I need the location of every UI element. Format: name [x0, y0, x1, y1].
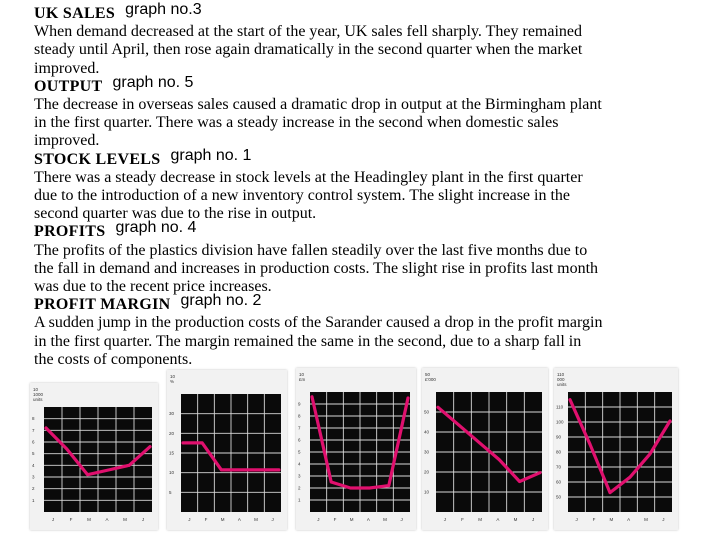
graph-reference: graph no. 1: [170, 146, 252, 164]
section-heading-line: [34, 1, 714, 23]
paragraph-line: The profits of the plastics division have fallen steadily over the last five months due to: [34, 241, 588, 259]
x-tick-label: F: [592, 517, 596, 522]
data-point: [477, 441, 480, 444]
x-tick-label: A: [496, 517, 500, 522]
data-point: [669, 420, 672, 423]
y-tick-label: 1: [32, 497, 35, 503]
data-point: [589, 443, 592, 446]
x-tick-label: M: [513, 517, 518, 522]
x-tick-label: M: [644, 517, 648, 522]
section-heading-line: [34, 219, 714, 241]
y-tick-label: 2: [32, 486, 35, 492]
data-point: [609, 491, 612, 494]
y-tick-label: 60: [556, 479, 562, 485]
x-tick-label: M: [123, 517, 127, 522]
data-point: [107, 469, 110, 472]
paragraph-line: The decrease in overseas sales caused a dramatic drop in output at the Birmingham plant: [34, 96, 602, 114]
section-uk-sales: [34, 1, 714, 78]
x-tick-label: F: [333, 517, 337, 522]
axis-unit-label: £'000: [425, 377, 436, 382]
axis-unit-label: 1000: [33, 392, 44, 397]
y-tick-label: 7: [298, 425, 301, 431]
data-point: [182, 441, 185, 444]
y-tick-label: 8: [298, 413, 301, 419]
x-tick-label: J: [317, 517, 320, 522]
paragraph-line: improved.: [34, 59, 100, 77]
x-tick-label: F: [204, 517, 208, 522]
axis-unit-label: 110: [557, 372, 565, 377]
plot-area: [44, 407, 152, 512]
data-point: [498, 458, 501, 461]
x-tick-label: J: [141, 517, 145, 522]
x-tick-label: J: [51, 517, 55, 522]
y-tick-label: 10: [169, 470, 175, 476]
x-tick-label: M: [349, 517, 354, 522]
y-tick-label: 2: [298, 485, 301, 491]
section-stock-levels: [34, 146, 714, 224]
x-tick-label: J: [188, 517, 191, 522]
y-tick-label: 6: [32, 439, 35, 445]
x-tick-label: A: [627, 517, 631, 522]
paragraph-line: in the first quarter. There was a steady increase in the second when domestic sales: [34, 114, 559, 132]
data-point: [437, 406, 440, 409]
section-output: [34, 73, 714, 151]
section-heading-line: [34, 292, 714, 314]
data-point: [45, 427, 48, 430]
x-tick-label: M: [478, 517, 483, 522]
y-tick-label: 5: [32, 451, 35, 457]
line-graph: [296, 368, 416, 530]
plot-area: [568, 392, 672, 512]
x-tick-label: M: [220, 517, 225, 522]
y-tick-label: 20: [424, 469, 430, 475]
section-heading-line: [34, 146, 714, 169]
y-tick-label: 9: [298, 401, 301, 407]
x-tick-label: A: [237, 517, 241, 522]
y-tick-label: 8: [32, 416, 35, 422]
data-point: [258, 468, 261, 471]
axis-unit-label: units: [33, 397, 43, 402]
y-tick-label: 30: [169, 411, 175, 417]
y-tick-label: 3: [32, 474, 35, 480]
y-tick-label: 90: [556, 434, 562, 440]
y-tick-label: 3: [298, 473, 301, 479]
graph-panel: [167, 370, 287, 530]
data-point: [368, 487, 371, 490]
x-tick-label: J: [400, 517, 403, 522]
data-point: [65, 448, 68, 451]
x-tick-label: J: [532, 517, 535, 522]
section-heading-line: [34, 73, 714, 96]
graph-panel: [554, 368, 678, 530]
y-tick-label: 20: [169, 430, 175, 436]
x-tick-label: M: [383, 517, 387, 522]
x-tick-label: J: [662, 517, 665, 522]
axis-unit-label: £m: [299, 377, 306, 382]
x-tick-label: M: [609, 517, 614, 522]
data-point: [330, 481, 333, 484]
axis-unit-label: 10: [33, 387, 39, 392]
plot-area: [436, 392, 542, 512]
data-point: [149, 445, 152, 448]
y-tick-label: 80: [556, 449, 562, 455]
x-tick-label: A: [105, 517, 109, 522]
data-point: [518, 480, 521, 483]
plot-area: [181, 394, 281, 512]
y-tick-label: 40: [424, 429, 430, 435]
axis-unit-label: 10: [299, 372, 305, 377]
section-heading: STOCK LEVELS: [34, 150, 161, 168]
data-point: [387, 484, 390, 487]
x-tick-label: A: [366, 517, 370, 522]
series-line: [570, 400, 670, 493]
paragraph-line: When demand decreased at the start of the year, UK sales fell sharply. They remained: [34, 23, 583, 41]
paragraph-line: second quarter was due to the rise in output.: [34, 205, 317, 223]
y-tick-label: 100: [556, 419, 564, 425]
data-point: [128, 464, 131, 467]
y-tick-label: 5: [298, 449, 301, 455]
x-tick-label: F: [69, 517, 73, 522]
section-profits: [34, 219, 714, 296]
paragraph-line: the costs of components.: [34, 350, 193, 368]
section-heading: UK SALES: [34, 5, 116, 22]
line-graph: [422, 368, 548, 530]
y-tick-label: 70: [556, 464, 562, 470]
data-point: [539, 471, 542, 474]
x-tick-label: J: [575, 517, 578, 522]
graph-reference: graph no. 5: [112, 73, 194, 91]
x-tick-label: J: [443, 517, 446, 522]
data-point: [86, 473, 89, 476]
y-tick-label: 4: [32, 462, 35, 468]
data-point: [457, 423, 460, 426]
paragraph-line: in the first quarter. The margin remained the same in the second, due to a sharp fall in: [34, 332, 582, 350]
y-tick-label: 50: [424, 409, 430, 415]
y-tick-label: 4: [298, 461, 301, 467]
paragraph-line: was due to the recent price increases.: [34, 278, 272, 296]
axis-unit-label: 50: [425, 372, 431, 377]
y-tick-label: 50: [556, 494, 562, 500]
data-point: [649, 453, 652, 456]
section-profit-margin: [34, 292, 714, 369]
series-line: [438, 407, 540, 481]
series-line: [183, 443, 279, 470]
y-tick-label: 7: [32, 427, 35, 433]
line-graph: [30, 383, 158, 530]
graph-reference: graph no. 2: [180, 292, 262, 310]
axis-unit-label: 10: [170, 374, 176, 379]
paragraph-line: due to the introduction of a new inventory control system. The slight increase in the: [34, 187, 571, 205]
paragraph-line: A sudden jump in the production costs of the Sarander caused a drop in the profit margin: [34, 314, 603, 332]
series-line: [46, 428, 150, 475]
section-heading: PROFIT MARGIN: [34, 296, 171, 314]
data-point: [239, 468, 242, 471]
paragraph-line: There was a steady decrease in stock levels at the Headingley plant in the first quarter: [34, 168, 583, 186]
graph-panel: [296, 368, 416, 530]
data-point: [311, 395, 314, 398]
data-point: [407, 397, 410, 400]
graph-panel: [30, 383, 158, 530]
graph-reference: graph no. 4: [115, 219, 197, 237]
line-graph: [554, 368, 678, 530]
series-line: [312, 397, 408, 488]
x-tick-label: M: [87, 517, 91, 522]
graph-reference: graph no.3: [125, 1, 202, 18]
x-tick-label: J: [271, 517, 274, 522]
plot-area: [310, 392, 410, 512]
data-point: [220, 468, 223, 471]
y-tick-label: 30: [424, 449, 430, 455]
axis-unit-label: units: [557, 382, 567, 387]
x-tick-label: M: [254, 517, 258, 522]
paragraph-line: improved.: [34, 132, 100, 150]
data-point: [569, 398, 572, 401]
axis-unit-label: %: [170, 379, 175, 384]
axis-unit-label: 000: [557, 377, 565, 382]
y-tick-label: 5: [169, 489, 172, 495]
y-tick-label: 110: [556, 404, 564, 410]
section-heading: OUTPUT: [34, 77, 103, 95]
paragraph-line: steady until April, then rose again dramatically in the second quarter when the market: [34, 41, 583, 59]
y-tick-label: 6: [298, 437, 301, 443]
data-point: [278, 468, 281, 471]
data-point: [629, 476, 632, 479]
data-point: [201, 441, 204, 444]
graph-panel: [422, 368, 548, 530]
paragraph-line: the fall in demand and increases in production costs. The slight rise in profits last month: [34, 259, 599, 277]
document-text: [34, 1, 714, 369]
section-heading: PROFITS: [34, 223, 106, 241]
y-tick-label: 10: [424, 489, 430, 495]
data-point: [349, 487, 352, 490]
x-tick-label: F: [461, 517, 464, 522]
y-tick-label: 1: [298, 497, 301, 503]
y-tick-label: 15: [169, 450, 175, 456]
line-graph: [167, 370, 287, 530]
